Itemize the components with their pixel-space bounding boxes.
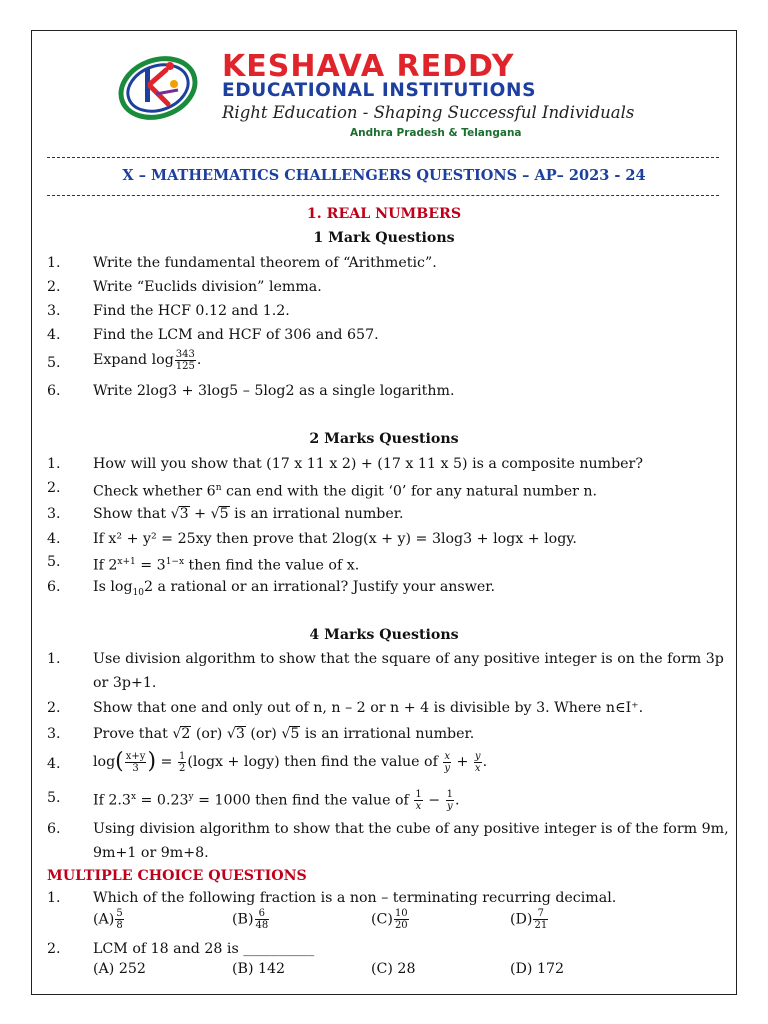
document-title: X – MATHEMATICS CHALLENGERS QUESTIONS – AP– 2023 - 24 — [122, 167, 646, 184]
question-number: 4. — [47, 756, 61, 772]
mcq-option-c: (C) $\frac{10}{20}$ — [371, 908, 408, 931]
question-number: 3. — [47, 303, 61, 319]
question-text: If x² + y² = 25xy then prove that 2log(x + y) = 3log3 + logx + logy. — [93, 531, 577, 547]
mcq-option-b: (B) $\frac{6}{48}$ — [232, 908, 269, 931]
question-number: 1. — [47, 651, 61, 667]
question-number: 2. — [47, 480, 61, 496]
institution-logo-icon — [112, 50, 208, 122]
question-text: If $2.3^x = 0.23^y = 1000$ then find the value of $\frac{1}{x}$ − $\frac{1}{y}$ . — [93, 789, 460, 813]
question-text: Write 2log3 + 3log5 – 5log2 as a single logarithm. — [93, 383, 455, 399]
mcq-option-d: (D) $\frac{7}{21}$ — [510, 908, 548, 931]
question-number: 2. — [47, 941, 61, 957]
section-heading-1-mark: 1 Mark Questions — [313, 230, 455, 246]
logo-title: KESHAVA REDDY — [222, 49, 515, 84]
question-text: Write the fundamental theorem of “Arithmetic”. — [93, 255, 437, 271]
question-number: 1. — [47, 890, 61, 906]
question-text: Which of the following fraction is a non – terminating recurring decimal. — [93, 890, 617, 906]
question-text: Write “Euclids division” lemma. — [93, 279, 322, 295]
mcq-option-a: (A) $\frac{5}{8}$ — [93, 908, 123, 931]
question-number: 6. — [47, 579, 61, 595]
mcq-option-a: (A) 252 — [93, 961, 146, 977]
question-text: Check whether 6$^n$ can end with the digit ‘0’ for any natural number n. — [93, 483, 598, 500]
question-text: Show that √3 + √5 is an irrational number. — [93, 506, 404, 522]
question-number: 4. — [47, 531, 61, 547]
question-text-continued: 9m+1 or 9m+8. — [93, 845, 209, 861]
question-number: 1. — [47, 456, 61, 472]
question-text: Show that one and only out of n, n – 2 or n + 4 is divisible by 3. Where n∈I⁺. — [93, 700, 644, 716]
question-number: 2. — [47, 279, 61, 295]
mcq-option-d: (D) 172 — [510, 961, 565, 977]
mcq-option-b: (B) 142 — [232, 961, 286, 977]
question-text: How will you show that (17 x 11 x 2) + (17 x 11 x 5) is a composite number? — [93, 456, 643, 472]
question-number: 3. — [47, 506, 61, 522]
question-number: 6. — [47, 821, 61, 837]
question-text: Is $\log_{10}2$ a rational or an irrational? Justify your answer. — [93, 579, 495, 598]
question-text: Find the LCM and HCF of 306 and 657. — [93, 327, 379, 343]
question-number: 1. — [47, 255, 61, 271]
divider — [47, 195, 719, 196]
question-text: LCM of 18 and 28 is __________ — [93, 941, 315, 957]
section-heading-mcq: MULTIPLE CHOICE QUESTIONS — [47, 868, 307, 884]
question-number: 2. — [47, 700, 61, 716]
question-number: 4. — [47, 327, 61, 343]
logo-tagline: Right Education - Shaping Successful Individuals — [222, 103, 635, 122]
section-heading-2-marks: 2 Marks Questions — [309, 431, 459, 447]
question-text: Expand log $\frac{343}{125}$ . — [93, 348, 202, 372]
logo-region: Andhra Pradesh & Telangana — [350, 127, 522, 139]
question-text: Use division algorithm to show that the square of any positive integer is on the form 3p — [93, 651, 724, 667]
question-number: 6. — [47, 383, 61, 399]
chapter-title: 1. REAL NUMBERS — [306, 206, 462, 222]
question-text: Using division algorithm to show that the cube of any positive integer is of the form 9m, — [93, 821, 729, 837]
divider — [47, 157, 719, 158]
mcq-option-c: (C) 28 — [371, 961, 416, 977]
logo-subtitle: EDUCATIONAL INSTITUTIONS — [222, 80, 537, 101]
question-text: log( $\frac{x+y}{3}$ ) = $\frac{1}{2}$ (logx + logy) then find the value of $\frac{x}{y}$ + $\frac{y}{x}$ . — [93, 749, 488, 774]
fraction: $\frac{343}{125}$ — [175, 348, 195, 372]
question-text: Find the HCF 0.12 and 1.2. — [93, 303, 290, 319]
question-text: Prove that √2 (or) √3 (or) √5 is an irrational number. — [93, 726, 475, 742]
question-text: If $2^{x+1} = 3^{1-x}$ then find the value of x. — [93, 557, 360, 574]
question-number: 3. — [47, 726, 61, 742]
question-text-continued: or 3p+1. — [93, 675, 157, 691]
section-heading-4-marks: 4 Marks Questions — [309, 627, 459, 643]
question-number: 5. — [47, 554, 61, 570]
question-number: 5. — [47, 790, 61, 806]
question-number: 5. — [47, 355, 61, 371]
